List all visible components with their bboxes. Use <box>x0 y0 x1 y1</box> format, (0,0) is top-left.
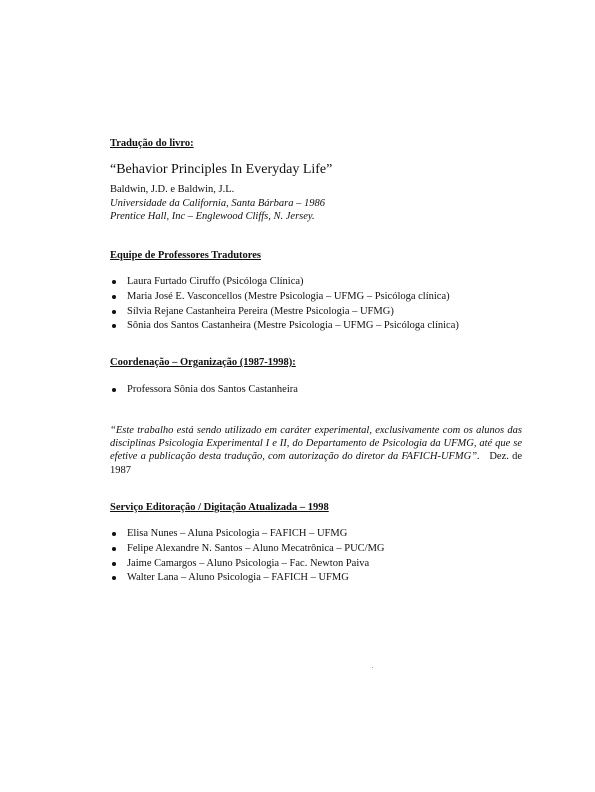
list-item: Maria José E. Vasconcellos (Mestre Psicologia – UFMG – Psicóloga clínica) <box>110 290 540 305</box>
editorial-list-wrap <box>110 527 540 586</box>
book-title: “Behavior Principles In Everyday Life” <box>110 162 333 177</box>
book-publisher: Prentice Hall, Inc – Englewood Cliffs, N. Jersey. <box>110 211 315 222</box>
editorial-section <box>110 502 540 513</box>
coordination-heading: Coordenação – Organização (1987-1998): <box>110 357 296 368</box>
list-item: Jaime Camargos – Aluno Psicologia – Fac. Newton Paiva <box>110 557 540 572</box>
list-item: Laura Furtado Ciruffo (Psicóloga Clínica) <box>110 275 540 290</box>
book-university: Universidade da California, Santa Bárbara – 1986 <box>110 197 325 209</box>
bullet-icon <box>112 388 116 392</box>
book-authors: Baldwin, J.D. e Baldwin, J.L. <box>110 184 235 195</box>
usage-note <box>110 424 522 477</box>
translators-list-wrap <box>110 275 540 334</box>
bullet-icon <box>112 532 116 536</box>
list-item: Professora Sônia dos Santos Castanheira <box>110 383 540 398</box>
bullet-icon <box>112 324 116 328</box>
translators-list <box>110 275 540 334</box>
book-details <box>110 161 540 224</box>
list-item: Sônia dos Santos Castanheira (Mestre Psicologia – UFMG – Psicóloga clínica) <box>110 319 540 334</box>
translators-heading: Equipe de Professores Tradutores <box>110 250 261 261</box>
coordination-section <box>110 357 540 368</box>
book-heading: Tradução do livro: <box>110 138 194 149</box>
usage-note-date: Dez. de 1987 <box>110 451 522 476</box>
list-item: Elisa Nunes – Aluna Psicologia – FAFICH – UFMG <box>110 527 540 542</box>
bullet-icon <box>112 310 116 314</box>
list-item: Felipe Alexandre N. Santos – Aluno Mecatrônica – PUC/MG <box>110 542 540 557</box>
list-item: Sílvia Rejane Castanheira Pereira (Mestre Psicologia – UFMG) <box>110 305 540 320</box>
bullet-icon <box>112 576 116 580</box>
scan-speck <box>372 667 373 668</box>
bullet-icon <box>112 547 116 551</box>
translators-section <box>110 250 540 261</box>
usage-note-text: “Este trabalho está sendo utilizado em caráter experimental, exclusivamente com os alunos das disciplinas Psicologia Experimental I e II, do Departamento de Psicologia da UFMG, até que se efetive a publicação desta tradução, com autorização do diretor da FAFICH-UFMG”. <box>110 425 522 463</box>
coordination-list-wrap <box>110 383 540 398</box>
bullet-icon <box>112 295 116 299</box>
bullet-icon <box>112 280 116 284</box>
list-item: Walter Lana – Aluno Psicologia – FAFICH – UFMG <box>110 571 540 586</box>
book-section <box>110 138 540 149</box>
editorial-heading: Serviço Editoração / Digitação Atualizada – 1998 <box>110 502 329 513</box>
editorial-list <box>110 527 540 586</box>
coordination-list <box>110 383 540 398</box>
bullet-icon <box>112 562 116 566</box>
